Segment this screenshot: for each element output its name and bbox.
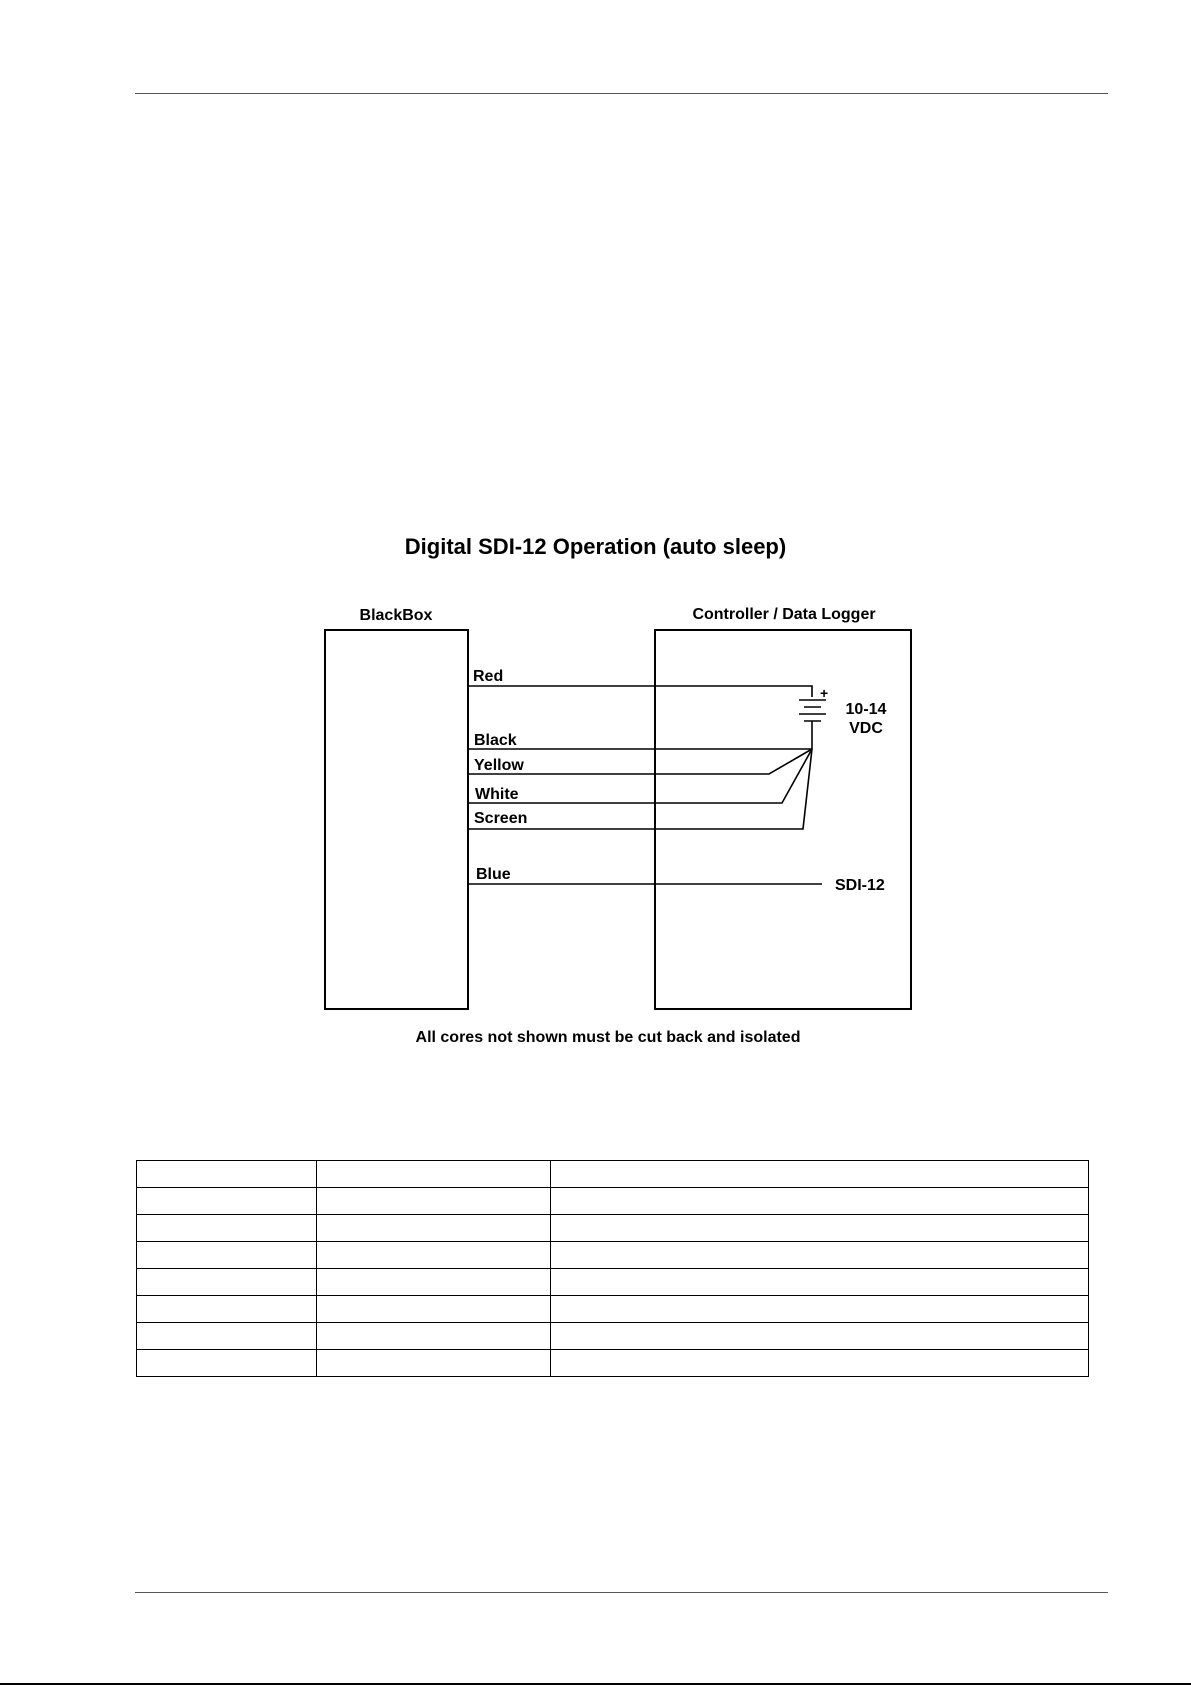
table-cell	[137, 1296, 317, 1323]
blackbox-box	[325, 630, 468, 1009]
sdi12-terminal-label: SDI-12	[835, 877, 885, 894]
table-cell	[137, 1269, 317, 1296]
table-cell	[551, 1161, 1089, 1188]
table-cell	[551, 1269, 1089, 1296]
table-cell	[551, 1350, 1089, 1377]
table-cell	[137, 1188, 317, 1215]
table-cell	[317, 1269, 551, 1296]
wire-label-white: White	[475, 786, 519, 803]
table-cell	[317, 1296, 551, 1323]
blackbox-label: BlackBox	[359, 607, 433, 624]
controller-label: Controller / Data Logger	[692, 606, 876, 623]
supply-voltage-unit: VDC	[849, 720, 883, 737]
diagram-title: Digital SDI-12 Operation (auto sleep)	[404, 534, 787, 559]
battery-symbol	[799, 700, 826, 749]
battery-plus-sign: +	[820, 685, 829, 701]
table-cell	[317, 1188, 551, 1215]
wire-label-blue: Blue	[476, 866, 511, 883]
table-row	[137, 1215, 1089, 1242]
table-cell	[317, 1215, 551, 1242]
table-cell	[317, 1350, 551, 1377]
wire-red	[468, 686, 812, 697]
diagram-note: All cores not shown must be cut back and isolated	[415, 1029, 801, 1046]
table-row	[137, 1242, 1089, 1269]
table-row	[137, 1296, 1089, 1323]
table-row	[137, 1323, 1089, 1350]
table-cell	[317, 1323, 551, 1350]
wire-label-screen: Screen	[474, 810, 528, 827]
table-cell	[137, 1323, 317, 1350]
table-cell	[137, 1215, 317, 1242]
footer-rule	[135, 1592, 1108, 1593]
table-cell	[137, 1242, 317, 1269]
table-row	[137, 1269, 1089, 1296]
table-cell	[551, 1215, 1089, 1242]
table-cell	[551, 1242, 1089, 1269]
controller-box	[655, 630, 911, 1009]
table-cell	[137, 1350, 317, 1377]
wire-label-black: Black	[474, 732, 517, 749]
wiring-table	[136, 1160, 1089, 1377]
table-row	[137, 1350, 1089, 1377]
table-row	[137, 1188, 1089, 1215]
table-cell	[551, 1296, 1089, 1323]
wire-label-red: Red	[473, 668, 504, 685]
wire-label-yellow: Yellow	[474, 757, 524, 774]
table-cell	[551, 1188, 1089, 1215]
table-cell	[317, 1161, 551, 1188]
table-row	[137, 1161, 1089, 1188]
supply-voltage-value: 10-14	[845, 701, 887, 718]
table-cell	[551, 1323, 1089, 1350]
table-cell	[137, 1161, 317, 1188]
table-cell	[317, 1242, 551, 1269]
